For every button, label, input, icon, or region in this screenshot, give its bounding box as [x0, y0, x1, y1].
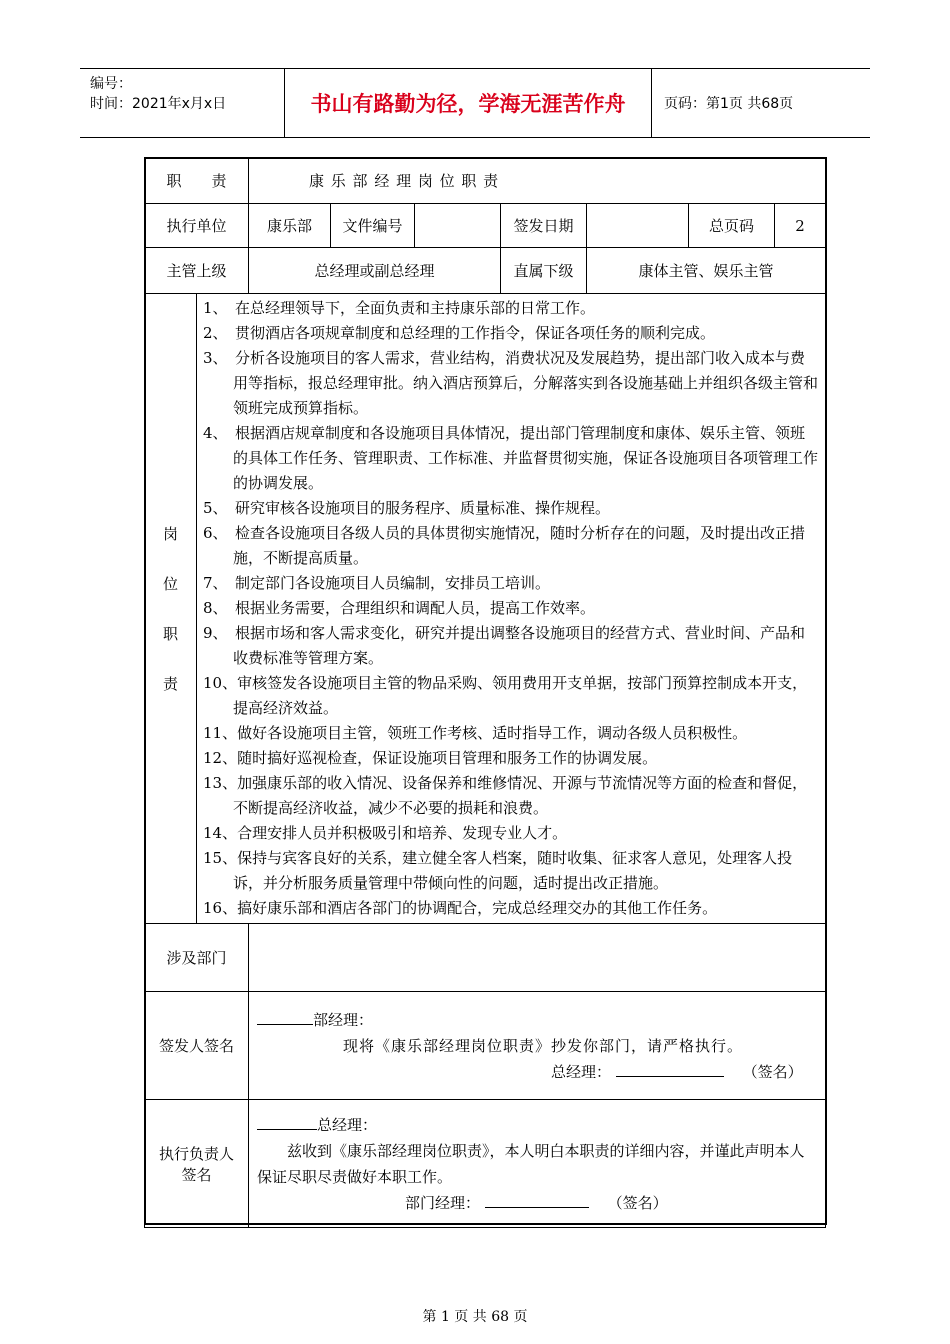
duty-item: 11、做好各设施项目主管，领班工作考核、适时指导工作，调动各级人员积极性。 — [203, 724, 748, 742]
executor-sign-suffix: （签名） — [607, 1193, 668, 1212]
executor-signature-label — [145, 1100, 249, 1228]
duty-item: 5、 研究审核各设施项目的服务程序、质量标准、操作规程。 — [203, 499, 611, 517]
duties-label-char: 职 — [162, 624, 178, 643]
duty-item: 16、搞好康乐部和酒店各部门的协调配合，完成总经理交办的其他工作任务。 — [203, 899, 718, 917]
departments-value — [249, 924, 826, 992]
duty-item: 14、合理安排人员并积极吸引和培养、发现专业人才。 — [203, 824, 568, 842]
duties-label-char: 责 — [162, 674, 178, 693]
executor-line1: 总经理： — [317, 1115, 378, 1134]
superior-label: 主管上级 — [145, 248, 249, 294]
header-page-info: 页码：第1页 共68页 — [664, 96, 794, 112]
duties-list — [197, 294, 826, 924]
duty-item: 4、 根据酒店规章制度和各设施项目具体情况，提出部门管理制度和康体、娱乐主管、领班的具体工作任务、管理职责、工作标准、并监督贯彻实施，保证各设施项目各项管理工作的协调发展。 — [203, 424, 819, 492]
number-label: 编号： — [90, 76, 132, 92]
duty-item: 13、加强康乐部的收入情况、设备保养和维修情况、开源与节流情况等方面的检查和督促，不断提高经济收益，减少不必要的损耗和浪费。 — [203, 774, 808, 817]
duty-item: 15、保持与宾客良好的关系，建立健全客人档案，随时收集、征求客人意见，处理客人投诉，并分析服务质量管理中带倾向性的问题，适时提出改正措施。 — [203, 849, 793, 892]
executor-sign-label: 部门经理： — [405, 1193, 481, 1212]
duty-item: 3、 分析各设施项目的客人需求，营业结构，消费状况及发展趋势，提出部门收入成本与费用等指标，报总经理审批。纳入酒店预算后，分解落实到各设施基础上并组织各级主管和领班完成预算指标。 — [203, 349, 819, 417]
dept-blank-line — [257, 1008, 313, 1025]
executor-label-line2: 签名 — [181, 1165, 212, 1184]
date-label: 时间：2021年x月x日 — [90, 96, 227, 112]
executor-signature-box — [249, 1100, 826, 1228]
duty-item: 10、审核签发各设施项目主管的物品采购、领用费用开支单据，按部门预算控制成本开支，提高经济效益。 — [203, 674, 808, 717]
issuer-sign-suffix: （签名） — [742, 1062, 803, 1081]
form-title: 康 乐 部 经 理 岗 位 职 责 — [249, 158, 826, 204]
header-meta — [80, 69, 285, 137]
issuer-signature-box — [249, 992, 826, 1100]
gm-blank-line — [257, 1113, 317, 1130]
duty-form-table — [144, 157, 826, 1228]
duty-item: 8、 根据业务需要，合理组织和调配人员，提高工作效率。 — [203, 599, 596, 617]
executor-label-line1: 执行负责人 — [159, 1144, 235, 1163]
duties-label-char: 岗 — [162, 524, 178, 543]
duty-item: 7、 制定部门各设施项目人员编制，安排员工培训。 — [203, 574, 551, 592]
duty-item: 1、 在总经理领导下，全面负责和主持康乐部的日常工作。 — [203, 299, 596, 317]
subordinate-label: 直属下级 — [501, 248, 587, 294]
duties-label-char: 位 — [162, 574, 178, 593]
issuer-line1: 部经理： — [313, 1010, 374, 1029]
departments-label: 涉及部门 — [145, 924, 249, 992]
issuer-sign-label: 总经理： — [551, 1062, 612, 1081]
issue-date-label: 签发日期 — [501, 204, 587, 248]
page-header — [80, 68, 870, 138]
issue-date-value — [587, 204, 689, 248]
file-number-label: 文件编号 — [331, 204, 415, 248]
issuer-signature-label: 签发人签名 — [145, 992, 249, 1100]
duty-item: 12、随时搞好巡视检查，保证设施项目管理和服务工作的协调发展。 — [203, 749, 658, 767]
exec-unit-label: 执行单位 — [145, 204, 249, 248]
duty-item: 9、 根据市场和客人需求变化，研究并提出调整各设施项目的经营方式、营业时间、产品和收费标准等管理方案。 — [203, 624, 806, 667]
superior-value: 总经理或副总经理 — [249, 248, 501, 294]
page-footer: 第 1 页 共 68 页 — [422, 1309, 528, 1325]
responsibility-label: 职 责 — [145, 158, 249, 204]
header-motto: 书山有路勤为径，学海无涯苦作舟 — [285, 69, 652, 137]
issuer-sign-line — [616, 1060, 724, 1077]
duty-item: 6、 检查各设施项目各级人员的具体贯彻实施情况，随时分析存在的问题，及时提出改正措施，不断提高质量。 — [203, 524, 806, 567]
executor-sign-line — [485, 1191, 589, 1208]
duty-item: 2、 贯彻酒店各项规章制度和总经理的工作指令，保证各项任务的顺利完成。 — [203, 324, 716, 342]
executor-line2: 兹收到《康乐部经理岗位职责》，本人明白本职责的详细内容，并谨此声明本人保证尽职尽责做好本职工作。 — [257, 1141, 805, 1186]
total-pages-value: 2 — [775, 204, 826, 248]
total-pages-label: 总页码 — [689, 204, 775, 248]
issuer-line2: 现将《康乐部经理岗位职责》抄发你部门，请严格执行。 — [343, 1036, 744, 1055]
subordinate-value: 康体主管、娱乐主管 — [587, 248, 826, 294]
exec-unit-value: 康乐部 — [249, 204, 331, 248]
duties-label — [145, 294, 197, 924]
file-number-value — [415, 204, 501, 248]
